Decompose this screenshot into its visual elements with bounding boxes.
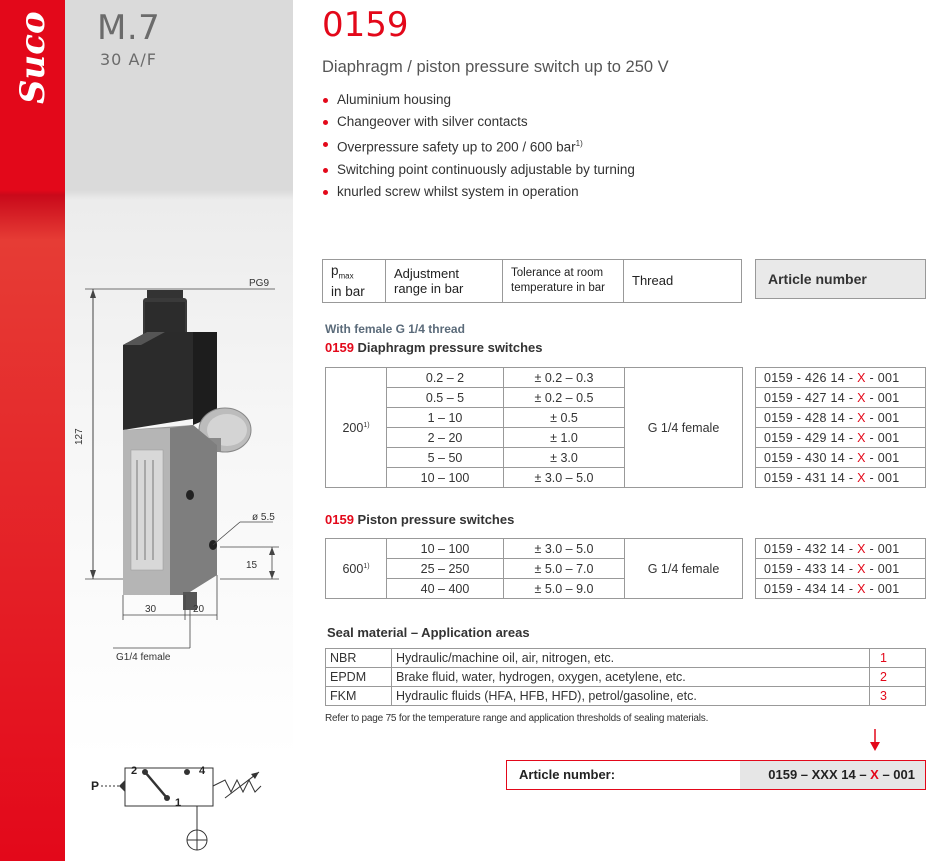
- article-cell: 0159 - 430 14 - X - 001: [756, 448, 926, 468]
- seal-num: 1: [870, 649, 926, 668]
- dim-30: 30: [145, 604, 157, 615]
- article-row: [756, 559, 926, 579]
- seal-num: 3: [870, 687, 926, 706]
- range-cell: 5 – 50: [387, 448, 504, 468]
- seal-num: 2: [870, 668, 926, 687]
- tolerance-cell: ± 0.2 – 0.5: [504, 388, 625, 408]
- dim-port: G1/4 female: [116, 652, 171, 663]
- range-cell: 10 – 100: [387, 468, 504, 488]
- symbol-4: 4: [199, 765, 206, 777]
- seal-code: EPDM: [326, 668, 392, 687]
- article-row: [756, 388, 926, 408]
- diaphragm-pmax: 200$^{1)}$: [326, 368, 387, 488]
- feature-item: Switching point continuously adjustable by turning: [322, 159, 742, 181]
- table-row: [326, 687, 926, 706]
- table-row: [326, 668, 926, 687]
- tolerance-cell: ± 3.0 – 5.0: [504, 468, 625, 488]
- table-row: [326, 539, 743, 559]
- seal-desc: Hydraulic/machine oil, air, nitrogen, etc.: [392, 649, 870, 668]
- tolerance-cell: ± 0.2 – 0.3: [504, 368, 625, 388]
- feature-item: Overpressure safety up to 200 / 600 bar$^{1)}$: [322, 133, 742, 159]
- piston-table: [325, 538, 743, 599]
- piston-thread: G 1/4 female: [625, 539, 743, 599]
- article-cell: 0159 - 432 14 - X - 001: [756, 539, 926, 559]
- svg-text:Suco: Suco: [13, 11, 53, 104]
- symbol-1: 1: [175, 797, 182, 809]
- range-cell: 40 – 400: [387, 579, 504, 599]
- header-pmax: $p_{max}$ in bar: [323, 260, 386, 303]
- feature-item: knurled screw whilst system in operation: [322, 181, 742, 203]
- tolerance-cell: ± 5.0 – 9.0: [504, 579, 625, 599]
- wrench-size: 30 A/F: [100, 50, 157, 69]
- technical-drawing: [65, 270, 293, 670]
- switch-symbol: [75, 760, 285, 860]
- seal-desc: Brake fluid, water, hydrogen, oxygen, acetylene, etc.: [392, 668, 870, 687]
- diaphragm-table: [325, 367, 743, 488]
- seal-heading: Seal material – Application areas: [327, 625, 530, 640]
- article-row: [756, 428, 926, 448]
- tolerance-cell: ± 5.0 – 7.0: [504, 559, 625, 579]
- article-number-box: [506, 760, 926, 790]
- symbol-p: P: [91, 779, 100, 793]
- table-row: [326, 368, 743, 388]
- piston-pmax: 600$^{1)}$: [326, 539, 387, 599]
- header-article-number: Article number: [755, 259, 926, 299]
- header-thread: Thread: [624, 260, 742, 303]
- seal-code: NBR: [326, 649, 392, 668]
- dim-15: 15: [246, 560, 258, 571]
- article-row: [756, 579, 926, 599]
- feature-item: Aluminium housing: [322, 89, 742, 111]
- section-note: With female G 1/4 thread: [325, 322, 465, 336]
- seal-table: [325, 648, 926, 706]
- article-row: [756, 468, 926, 488]
- feature-item: Changeover with silver contacts: [322, 111, 742, 133]
- table-row: [326, 649, 926, 668]
- dim-hole: ø 5.5: [252, 512, 275, 523]
- article-cell: 0159 - 427 14 - X - 001: [756, 388, 926, 408]
- header-tolerance: Tolerance at room temperature in bar: [503, 260, 624, 303]
- tolerance-cell: ± 3.0 – 5.0: [504, 539, 625, 559]
- symbol-2: 2: [131, 765, 138, 777]
- piston-article-table: [755, 538, 926, 599]
- article-number-value: 0159 – XXX 14 – X – 001: [740, 761, 925, 789]
- dim-pg9: PG9: [249, 278, 270, 289]
- dim-20: 20: [193, 604, 205, 615]
- article-row: [756, 368, 926, 388]
- suco-logo: [2, 8, 62, 108]
- diaphragm-thread: G 1/4 female: [625, 368, 743, 488]
- range-cell: 25 – 250: [387, 559, 504, 579]
- range-cell: 2 – 20: [387, 428, 504, 448]
- seal-note: Refer to page 75 for the temperature range and application thresholds of sealing materials.: [325, 713, 709, 724]
- article-row: [756, 539, 926, 559]
- article-cell: 0159 - 426 14 - X - 001: [756, 368, 926, 388]
- arrow-down-icon: [869, 729, 881, 751]
- range-cell: 0.5 – 5: [387, 388, 504, 408]
- article-row: [756, 408, 926, 428]
- article-cell: 0159 - 433 14 - X - 001: [756, 559, 926, 579]
- range-cell: 10 – 100: [387, 539, 504, 559]
- range-cell: 0.2 – 2: [387, 368, 504, 388]
- dim-127: 127: [74, 428, 85, 445]
- tolerance-cell: ± 0.5: [504, 408, 625, 428]
- diaphragm-heading: 0159 Diaphragm pressure switches: [325, 340, 543, 355]
- article-cell: 0159 - 431 14 - X - 001: [756, 468, 926, 488]
- tolerance-cell: ± 1.0: [504, 428, 625, 448]
- article-cell: 0159 - 429 14 - X - 001: [756, 428, 926, 448]
- brand-strip: [0, 0, 65, 861]
- diaphragm-article-table: [755, 367, 926, 488]
- article-number-label: Article number:: [519, 767, 616, 782]
- article-cell: 0159 - 428 14 - X - 001: [756, 408, 926, 428]
- product-number: 0159: [322, 5, 409, 45]
- seal-code: FKM: [326, 687, 392, 706]
- feature-list: [322, 89, 742, 203]
- column-header-table: [322, 259, 742, 303]
- article-cell: 0159 - 434 14 - X - 001: [756, 579, 926, 599]
- product-title: Diaphragm / piston pressure switch up to 250 V: [322, 58, 669, 76]
- model-title: M.7: [97, 8, 161, 48]
- piston-heading: 0159 Piston pressure switches: [325, 512, 515, 527]
- tolerance-cell: ± 3.0: [504, 448, 625, 468]
- header-adjustment: Adjustment range in bar: [386, 260, 503, 303]
- range-cell: 1 – 10: [387, 408, 504, 428]
- article-row: [756, 448, 926, 468]
- seal-desc: Hydraulic fluids (HFA, HFB, HFD), petrol/gasoline, etc.: [392, 687, 870, 706]
